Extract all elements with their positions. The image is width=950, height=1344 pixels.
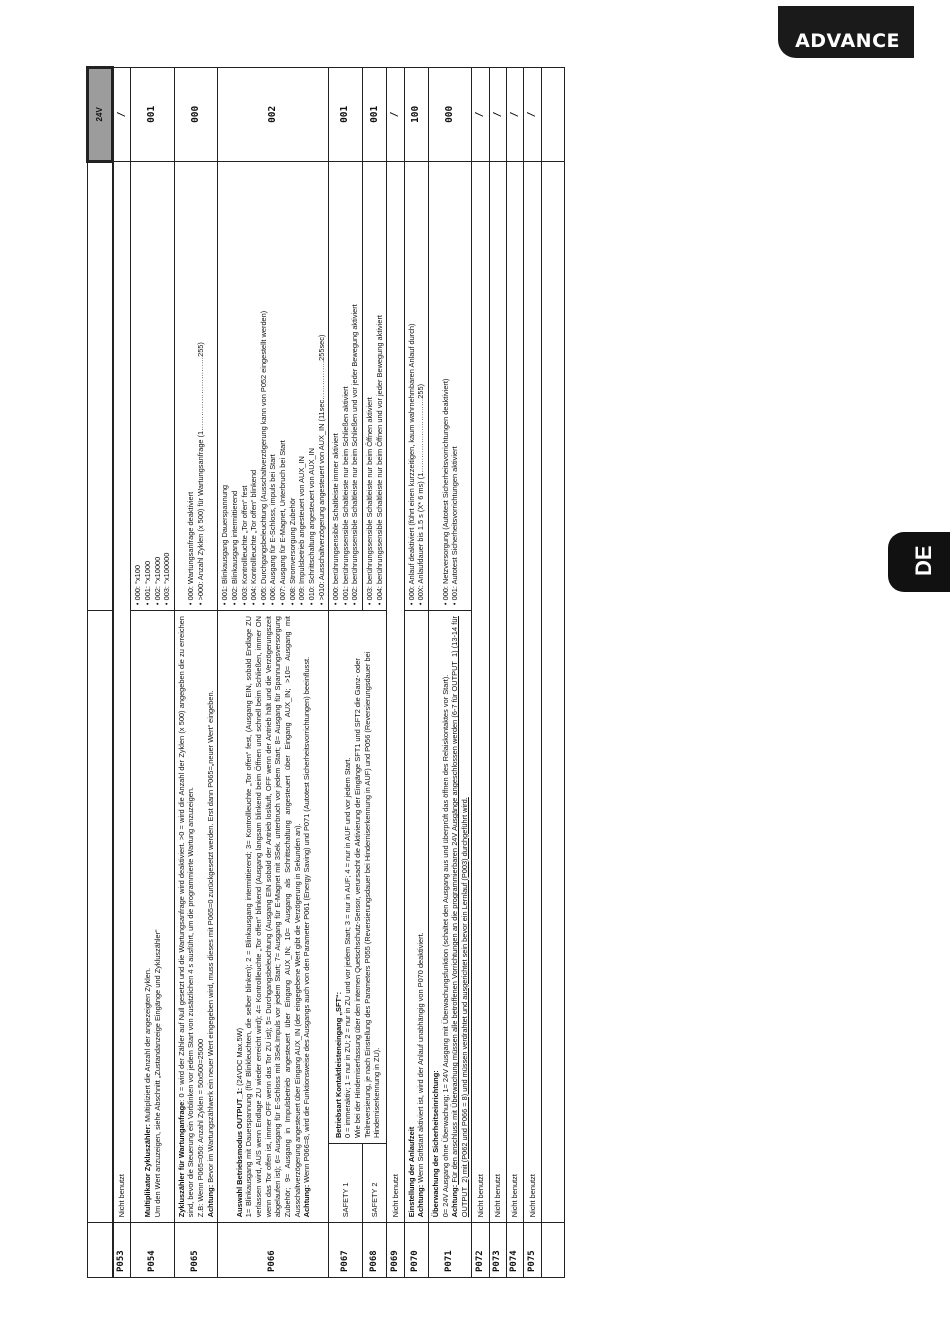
param-value: 000	[174, 68, 218, 162]
option-item: • 009: Impulsbetrieb angesteuert von AUX_IN	[297, 167, 307, 605]
blank-cell	[541, 161, 564, 1223]
param-code: P075	[524, 1223, 541, 1278]
param-options	[131, 161, 175, 610]
param-description: Nicht benutzt	[489, 161, 506, 1223]
table-row	[428, 68, 472, 1278]
param-code: P066	[218, 1223, 329, 1278]
table-row	[472, 68, 489, 1278]
note-text: Wenn P066=8, wird die Funktionsweise des Ausgangs auch von den Parameter P061 (Energy Saving) und P071 (Autotest Sicherheitsvorrichtungen) beeinflusst.	[302, 656, 312, 1185]
option-item: • 003: °x100000	[162, 167, 172, 605]
option-item: • 000: Netzversorgung (Autotest Sicherheitsvorrichtungen deaktiviert)	[441, 167, 451, 605]
option-item: • 007: Ausgang für E-Magnet, Unterbruch bei Start	[278, 167, 288, 605]
option-item: • 010: Schrittschaltung angesteuert von AUX_IN	[307, 167, 317, 605]
option-item: • 006: Ausgang für E-Schloss, impuls bei Start	[268, 167, 278, 605]
header-options	[88, 161, 113, 610]
brand-logo	[778, 6, 914, 58]
param-description	[174, 611, 218, 1223]
parameter-table	[86, 66, 565, 1278]
param-example: Z.B: Wenn P065=050: Anzahl Zyklen = 50x500=25000	[196, 1038, 206, 1218]
param-code: P072	[472, 1223, 489, 1278]
note-text: Wenn Softstart aktiviert ist, wird der Anlauf unabhängig von P070 deaktiviert.	[416, 932, 426, 1185]
param-text: 0= 24V Ausgang ohne Überwachung; 1= 24V Ausgang mit Überwachungsfunktion (schaltet den Ausgang aus und überprüft das öffnen des Relaiskontaktes vor Start).	[440, 674, 450, 1218]
option-item: • 003: Kontrollleuchte „Tor offen“ fest	[240, 167, 250, 605]
param-description: Nicht benutzt	[387, 161, 404, 1223]
table-row-blank	[541, 68, 564, 1278]
note-text: Bevor im Wartungszählwerk ein neuer Wert eingegeben wird, muss dieses mit P065=0 zurückgesetzt werden. Erst dann P065=„neuer Wert“ eingeben.	[205, 690, 215, 1185]
param-value: 001	[363, 68, 387, 162]
param-options	[329, 161, 363, 610]
param-options	[174, 161, 218, 610]
table-row	[131, 68, 175, 1278]
param-description: Nicht benutzt	[507, 161, 524, 1223]
option-item: • 003: berührungssensible Schaltleiste nur beim Öffnen aktiviert	[365, 167, 375, 605]
safety-label: SAFETY 2	[363, 1144, 387, 1223]
param-value: /	[489, 68, 506, 162]
param-description: Nicht benutzt	[113, 161, 131, 1223]
param-title: Zykluszähler für Wartunganfrage	[176, 1101, 186, 1218]
table-row	[113, 68, 131, 1278]
option-item: • 002: Blinkausgang intermittierend	[230, 167, 240, 605]
param-text: Multipliziert die Anzahl der angezeigten Zyklen.	[142, 967, 152, 1125]
option-item: • 000: Anlauf deaktiviert (führt einen kurzzeitigen, kaum wahrnehmbaren Anlauf durch)	[407, 167, 417, 605]
param-code: P065	[174, 1223, 218, 1278]
param-title: Überwachung der Sicherheitseinrichtung:	[430, 1070, 440, 1218]
header-param	[88, 1223, 113, 1278]
option-item: • 008: Stromversorgung Zubehör	[288, 167, 298, 605]
param-description: Nicht benutzt	[524, 161, 541, 1223]
param-description	[329, 611, 387, 1144]
option-item: • 005: Durchgangsbeleuchtung (Ausschaltverzögerung kann von P052 eingestellt werden)	[259, 167, 269, 605]
note-label: Achtung:	[205, 1184, 215, 1218]
param-description	[404, 611, 428, 1223]
param-description: Nicht benutzt	[472, 161, 489, 1223]
param-text: : 0 = wird der Zähler auf Null gesetzt und die Wartungsanfrage wird deaktiviert. >0 = wird die Anzahl der Zyklen (x 500) angegeben die zu erreichen sind, bevor die Steuerung ein Vorblinken vor jedem Start von zusätzlichen 4 s ausführt, um die programmierte Wartung anzuzeigen.	[176, 616, 196, 1218]
param-code: P067	[329, 1223, 363, 1278]
param-code: P071	[428, 1223, 472, 1278]
param-value: 100	[404, 68, 428, 162]
note-label: Achtung:	[302, 1184, 312, 1218]
param-value: /	[472, 68, 489, 162]
param-code: P073	[489, 1223, 506, 1278]
option-item: • 001: berührungssensible Schaltleiste nur beim Schließen aktiviert	[341, 167, 351, 605]
param-value: /	[387, 68, 404, 162]
option-item: • 000: Wartungsanfrage deaktiviert	[186, 167, 196, 605]
param-value: /	[113, 68, 131, 162]
blank-cell	[541, 68, 564, 162]
table-row	[329, 68, 363, 1278]
param-value: /	[524, 68, 541, 162]
param-title-tail: (24VDC Max.5W)	[234, 1027, 244, 1088]
language-label: DE	[911, 545, 936, 576]
option-item: • 002: berührungssensible Schaltleiste nur beim Schließen und vor jeder Bewegung aktiviert	[350, 167, 360, 605]
option-item: • 004: berührungssensible Schaltleiste nur beim Öffnen und vor jeder Bewegung aktiviert	[375, 167, 385, 605]
header-row	[88, 68, 113, 1278]
param-value: /	[507, 68, 524, 162]
option-item: • 001: Blinkausgang Dauerspannung	[220, 167, 230, 605]
option-item: • 001: °x1000	[143, 167, 153, 605]
param-options	[218, 161, 329, 610]
table-row	[387, 68, 404, 1278]
brand-text: ADVANCE	[795, 30, 900, 52]
param-text: 0 = immeraktiv; 1 = nur in ZU; 2 = nur in ZU und vor jedem Start; 3 = nur in AUF; 4 = nur in AUF und vor jedem Start.	[343, 757, 353, 1139]
param-value: 002	[218, 68, 329, 162]
param-options	[404, 161, 428, 610]
option-item: • 000: °x100	[133, 167, 143, 605]
table-row	[489, 68, 506, 1278]
option-item: • >000: Anzahl Zyklen (x 500) für Wartungsanfrage (1…………………………255)	[196, 167, 206, 605]
param-description	[428, 611, 472, 1223]
param-description	[131, 611, 175, 1223]
param-code: P054	[131, 1223, 175, 1278]
safety-label: SAFETY 1	[329, 1144, 363, 1223]
param-description	[218, 611, 329, 1223]
param-text-2: Um den Wert anzuzeigen, siehe Abschnitt „Zustandanzeige Eingänge und Zykluszähler“	[152, 929, 162, 1218]
option-item: • 000: berührungsensible Schaltleiste immer aktiviert	[331, 167, 341, 605]
table-row	[174, 68, 218, 1278]
option-item: • 004: Kontrollleuchte „Tor offen“ blinkend	[249, 167, 259, 605]
param-code: P074	[507, 1223, 524, 1278]
header-voltage: 24V	[88, 68, 113, 162]
note-label: Achtung:	[416, 1184, 426, 1218]
language-tab	[888, 532, 950, 592]
param-value: 000	[428, 68, 472, 162]
param-text: 1= Blinkausgang mit Dauerspannung (für Blinkleuchten, die selber blinken); 2 = Blinkausgang intermittierend; 3= Kontrollleuchte „Tor offen“ fest, (Ausgang EIN, sobald Endlage ZU verlassen wird, AUS wenn Endlage ZU wieder erreicht wird); 4= Kontrollleuchte „Tor offen“ blinkend (Ausgang langsam blinkend beim Öffnen und schnell beim Schließen, immer ON wenn das Tor offen ist, immer OFF wenn das Tor ZU ist); 5= Durchgangsbeleuchtung (Ausgang EIN sobald der Antrieb losläuft, OFF wenn der Antrieb hält und die Verzögerungszeit abgelaufen ist); 6= Ausgang für E-Schloss mit 3Sek.Impuls vor jedem Start; 7= Ausgang für E-Magnet mit 3Sek. unterbruch vor jedem Start; 8= Ausgang für Spannungsversorgung Zubehör; 9= Ausgang in Impulsbetrieb angesteuert über Eingang AUX_IN; 10= Ausgang als Schrittschaltung angesteuert über Eingang AUX_IN; >10= Ausgang mit Ausschaltverzögerung angesteuert über Eingang AUX_IN (der eingegebene Wert gibt die Verzögerung in Sekunden an).	[244, 616, 302, 1218]
table-row	[404, 68, 428, 1278]
table-row	[524, 68, 541, 1278]
param-value: 001	[131, 68, 175, 162]
param-code: P069	[387, 1223, 404, 1278]
param-code: P053	[113, 1223, 131, 1278]
parameter-table-rotated	[86, 66, 819, 1278]
param-title: Multiplikator Zykluszähler:	[142, 1124, 152, 1218]
blank-cell	[541, 1223, 564, 1278]
option-item: • >010: Ausschaltverzögerung angesteuert von AUX_IN (11sec…………….255sec)	[317, 167, 327, 605]
param-code: P068	[363, 1223, 387, 1278]
param-options	[363, 161, 387, 610]
param-title: Betriebsart Kontaktleisteneingang „SFT“:	[333, 991, 343, 1139]
param-text-2: Wie bei der Hinderniserfassung über den internen Quetschschutz-Sensor, verursacht die Aktivierung der Eingänge SFT1 und SFT2 die Ganz- oder Teilreversierung, je nach Einstellung des Parameters P055 (Reversierungsdauer bei Hinderniserkennung in AUF) und P056 (Reversierungsdauer bei Hinderniserkennung in ZU).	[352, 651, 382, 1139]
table-row	[218, 68, 329, 1278]
option-item: • 002: °x10000	[153, 167, 163, 605]
param-title: Auswahl Betriebsmodus OUTPUT_1:	[234, 1087, 244, 1218]
header-desc	[88, 611, 113, 1223]
option-item: • 001: Autotest Sicherheitsvorrichtungen aktiviert	[450, 167, 460, 605]
note-label: Achtung:	[450, 1184, 460, 1218]
param-code: P070	[404, 1223, 428, 1278]
note-text: Für den anschluss mit Überwachung müssen alle betroffenen Vorrichtungen an die programmierbaren 24V Ausgänge angeschlossen werden (6-7 für OUTPUT_1) (13-14 für OUTPUT_2) mit (P062 und P066 = 8) und müssen verdrahtet und ausgerichtet sein bevor ein Lernlauf (P003) durchgeführt wird.	[450, 616, 469, 1218]
param-value: 001	[329, 68, 363, 162]
table-row	[507, 68, 524, 1278]
option-item: • 00X: Anlaufdauer bis 1.5 s (X* 6 ms) (1…………………………255)	[416, 167, 426, 605]
param-options	[428, 161, 472, 610]
param-title: Einstellung der Anlaufzeit	[406, 1126, 416, 1218]
